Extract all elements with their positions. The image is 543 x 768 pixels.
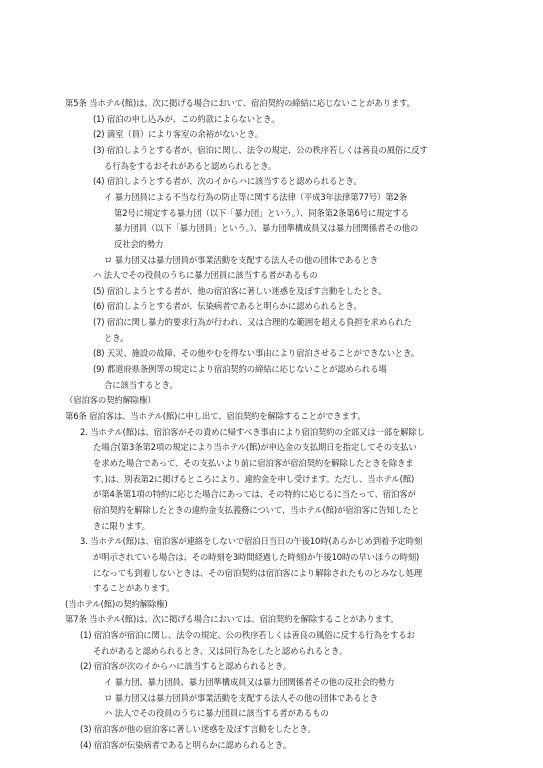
text-line: イ 暴力団員による不当な行為の防止等に関する法律（平成3年法律第77号）第2条 xyxy=(104,191,407,202)
text-line: することがあります。 xyxy=(93,583,175,594)
text-line: (5) 宿泊しようとする者が、他の宿泊客に著しい迷惑を及ぼす言動をしたとき。 xyxy=(93,285,387,296)
text-line: (4) 宿泊客が伝染病者であると明らかに認められるとき。 xyxy=(80,739,291,750)
text-line: が明示されている場合は、その時刻を3時間経過した時刻)か午後10時の早いほうの時刻) xyxy=(93,551,420,562)
text-line: 合に該当するとき。 xyxy=(104,379,178,390)
text-line: (当ホテル(館)の契約解除権) xyxy=(65,598,168,609)
text-line: （宿泊客の契約解除権） xyxy=(65,395,156,406)
text-line: ロ 暴力団又は暴力団員が事業活動を支配する法人その他の団体であるとき xyxy=(104,254,378,265)
text-line: になっても到着しないときは、その宿泊契約は宿泊客により解除されたものとみなし処理 xyxy=(93,567,422,578)
text-line: (1) 宿泊客が宿泊に関し、法令の規定、公の秩序若しくは善良の風俗に反する行為をするお xyxy=(80,630,415,641)
text-line: 2. 当ホテル(館)は、宿泊客がその責めに帰すべき事由により宿泊契約の全部又は一部を解除し xyxy=(80,426,425,437)
text-line: ハ 法人でその役員のうちに暴力団員に該当する者があるもの xyxy=(104,708,329,719)
text-line: (6) 宿泊しようとする者が、伝染病者であると明らかに認められるとき。 xyxy=(93,301,362,312)
text-line: (2) 満室（員）により客室の余裕がないとき。 xyxy=(93,129,263,140)
text-line: ハ 法人でその役員のうちに暴力団員に該当する者があるもの xyxy=(93,270,318,281)
text-line: きに限ります。 xyxy=(93,520,150,531)
text-line: それがあると認められるとき、又は同行為をしたと認められるとき。 xyxy=(93,645,348,656)
text-line: を求めた場合であって、その支払いより前に宿泊客が宿泊契約を解除したときを除きま xyxy=(93,457,414,468)
text-line: 第7条 当ホテル(館)は、次に掲げる場合においては、宿泊契約を解除することがあります。 xyxy=(65,614,399,625)
text-line: ロ 暴力団又は暴力団員が事業活動を支配する法人その他の団体であるとき xyxy=(104,692,378,703)
text-line: が第4条第1項の特約に応じた場合にあっては、その特約に応じるに当たって、宿泊客が xyxy=(93,489,416,500)
text-line: る行為をするおそれがあると認められるとき。 xyxy=(104,160,277,171)
text-line: (1) 宿泊の申し込みが、この約款によらないとき。 xyxy=(93,113,280,124)
text-line: 暴力団員（以下「暴力団員」という。）、暴力団準構成員又は暴力団関係者その他の xyxy=(114,223,419,234)
text-line: (4) 宿泊しようとする者が、次のイからハに該当すると認められるとき。 xyxy=(93,176,362,187)
text-line: (3) 宿泊客が他の宿泊客に著しい迷惑を及ぼす言動をしたとき。 xyxy=(80,724,316,734)
text-line: 宿泊契約を解除したときの違約金支払義務について、当ホテル(館)が宿泊客に告知したと xyxy=(93,504,420,515)
text-line: す。)は、別表第2に掲げるところにより、違約金を申し受けます。ただし、当ホテル(館) xyxy=(93,473,415,484)
text-line: (2) 宿泊客が次のイからハに該当すると認められるとき。 xyxy=(80,661,291,672)
text-line: 第5条 当ホテル(館)は、次に掲げる場合において、宿泊契約の締結に応じないことがあります。 xyxy=(65,98,415,108)
text-line: 反社会的勢力 xyxy=(114,238,164,249)
text-line: 第2号に規定する暴力団（以下「暴力団」という。）、同条第2条第6号に規定する xyxy=(114,207,410,218)
text-line: とき。 xyxy=(104,332,129,343)
text-line: イ 暴力団、暴力団員、暴力団準構成員又は暴力団関係者その他の反社会的勢力 xyxy=(104,677,395,688)
text-line: (7) 宿泊に関し暴力的要求行為が行われ、又は合理的な範囲を超える負担を求められた xyxy=(93,317,412,328)
text-line: (8) 天災、施設の故障、その他やむを得ない事由により宿泊させることができないとき。 xyxy=(93,348,420,359)
text-line: 第6条 宿泊客は、当ホテル(館)に申し出て、宿泊契約を解除することができます。 xyxy=(65,411,366,421)
text-line: た場合(第3条第2項の規定により当ホテル(館)が申込金の支払期日を指定してその支払い xyxy=(93,442,417,453)
text-line: (3) 宿泊しようとする者が、宿泊に関し、法令の規定、公の秩序若しくは善良の風俗に反す xyxy=(93,144,428,155)
text-line: (9) 都道府県条例等の規定により宿泊契約の締結に応じないことが認められる場 xyxy=(93,364,387,375)
text-line: 3. 当ホテル(館)は、宿泊客が連絡をしないで宿泊日当日の午後10時(あらかじめ到着予定時刻 xyxy=(80,536,423,547)
